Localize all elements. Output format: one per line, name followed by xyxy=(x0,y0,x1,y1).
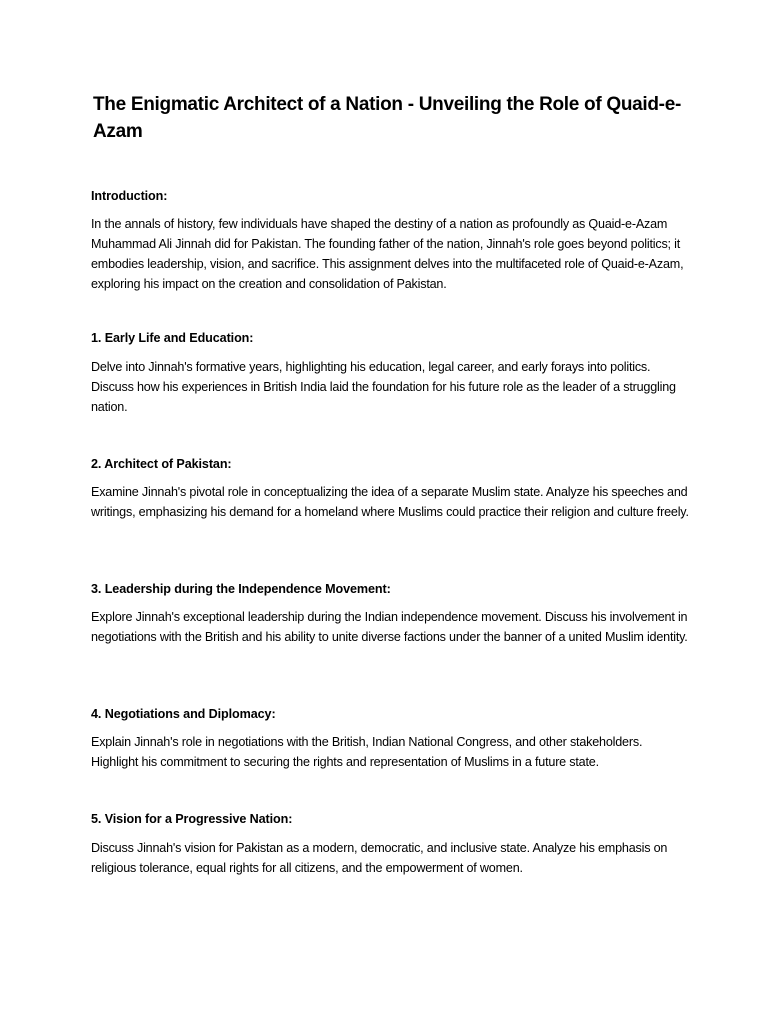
section-body-introduction: In the annals of history, few individuals have shaped the destiny of a nation as profoundly as Quaid-e-Azam Muhammad Ali Jinnah did for Pakistan. The founding father of the nation, Jinnah's role goes beyond politics; it embodies leadership, vision, and sacrifice. This assignment delves into the multifaceted role of Quaid-e-Azam, exploring his impact on the creation and consolidation of Pakistan. xyxy=(91,217,684,291)
section-heading-vision: 5. Vision for a Progressive Nation: xyxy=(91,812,293,826)
section-body-architect: Examine Jinnah's pivotal role in conceptualizing the idea of a separate Muslim state. Analyze his speeches and writings, emphasizing his demand for a homeland where Muslims could practice their religion and culture freely. xyxy=(91,485,689,519)
section-body-vision: Discuss Jinnah's vision for Pakistan as a modern, democratic, and inclusive state. Analyze his emphasis on religious tolerance, equal rights for all citizens, and the empowerment of women. xyxy=(91,841,668,875)
section-heading-leadership: 3. Leadership during the Independence Movement: xyxy=(91,582,391,596)
section-body-negotiations: Explain Jinnah's role in negotiations with the British, Indian National Congress, and other stakeholders. Highlight his commitment to securing the rights and representation of Muslims in a future state. xyxy=(91,735,643,769)
section-heading-introduction: Introduction: xyxy=(91,189,168,203)
section-heading-negotiations: 4. Negotiations and Diplomacy: xyxy=(91,707,276,721)
section-heading-architect: 2. Architect of Pakistan: xyxy=(91,457,232,471)
section-body-early-life: Delve into Jinnah's formative years, highlighting his education, legal career, and early forays into politics. Discuss how his experiences in British India laid the foundation for his future role as the leader of a struggling nation. xyxy=(91,360,676,414)
section-body-leadership: Explore Jinnah's exceptional leadership during the Indian independence movement. Discuss his involvement in negotiations with the British and his ability to unite diverse factions under the banner of a united Muslim identity. xyxy=(91,610,688,644)
document-title: The Enigmatic Architect of a Nation - Unveiling the Role of Quaid-e-Azam xyxy=(93,94,681,142)
section-heading-early-life: 1. Early Life and Education: xyxy=(91,331,254,345)
